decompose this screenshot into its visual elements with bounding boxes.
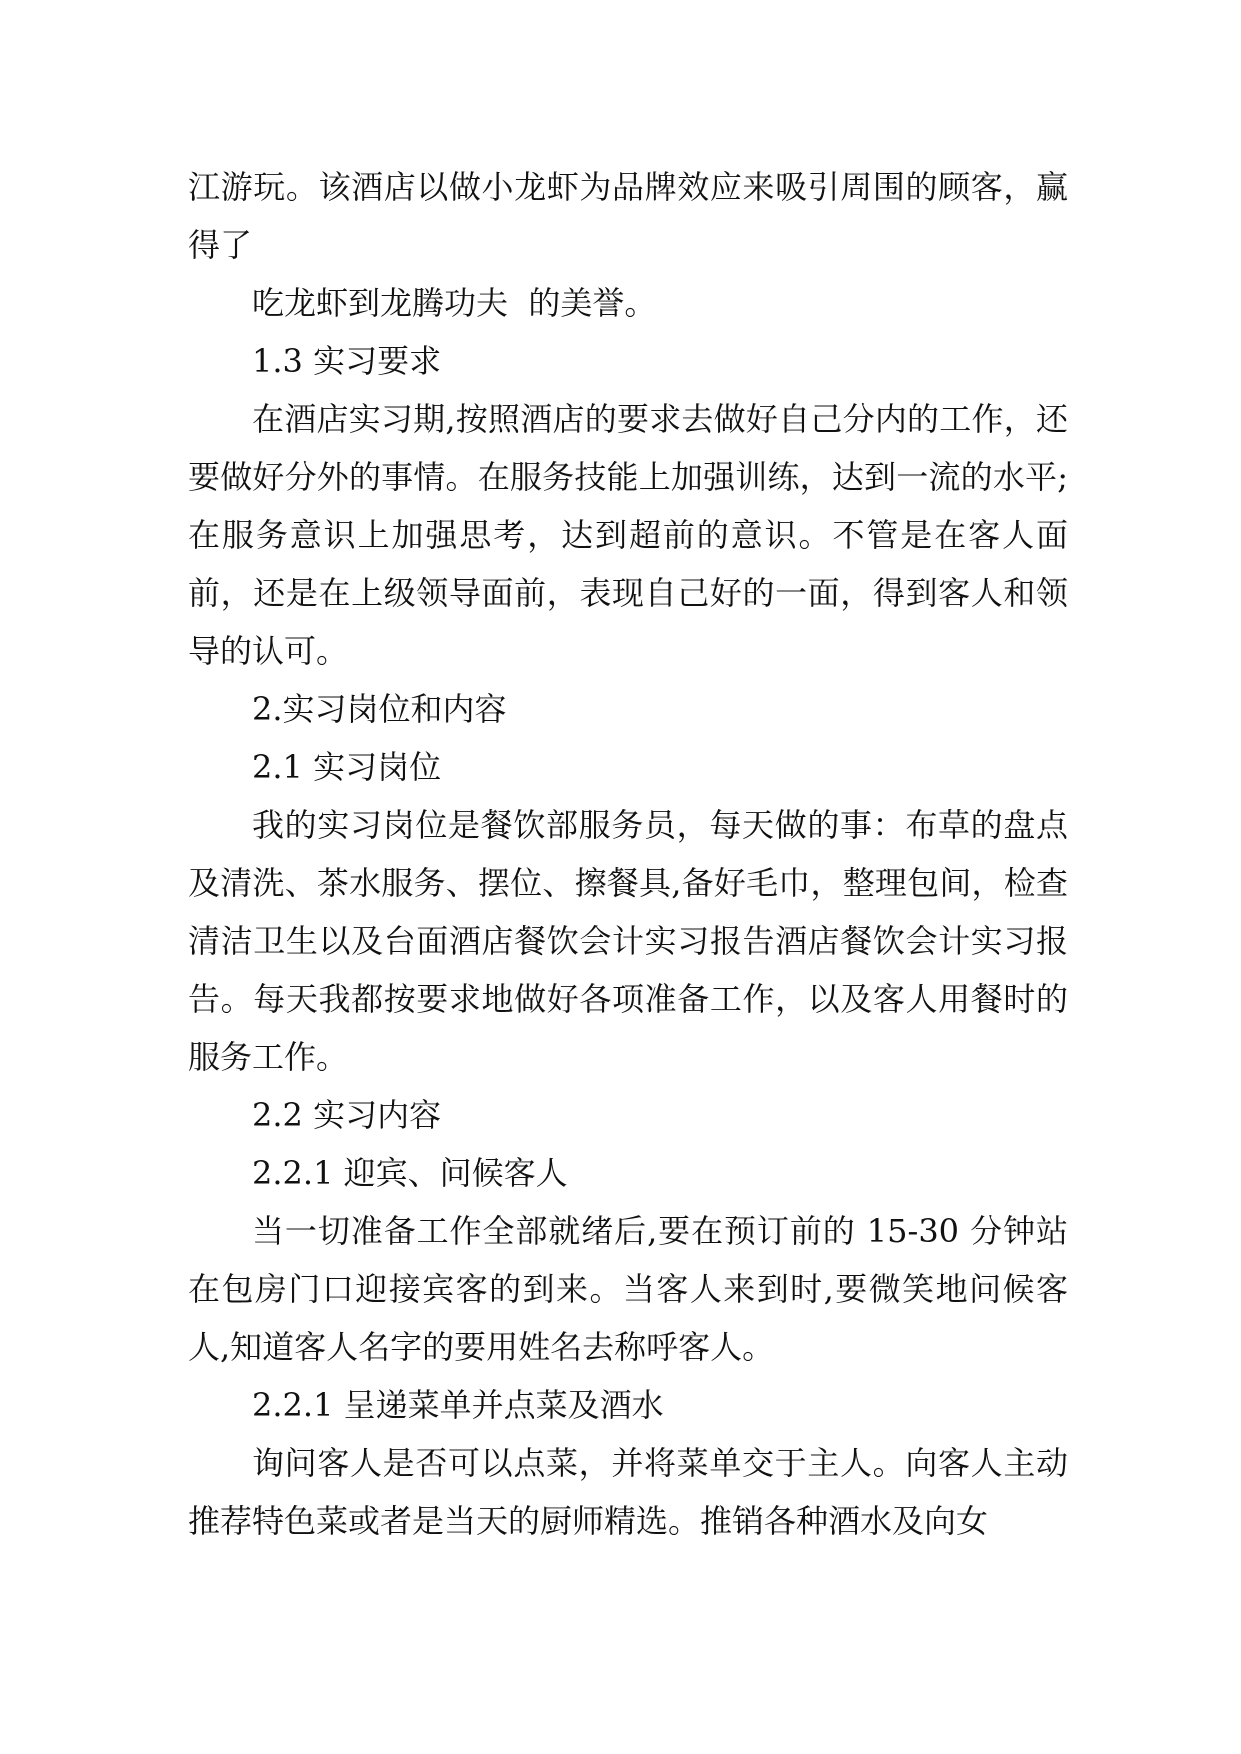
section-heading: 1.3 实习要求 bbox=[252, 342, 442, 380]
body-paragraph: 询问客人是否可以点菜，并将菜单交于主人。向客人主动推荐特色菜或者是当天的厨师精选。推销各种酒水及向女 bbox=[188, 1444, 1068, 1540]
body-paragraph: 在酒店实习期,按照酒店的要求去做好自己分内的工作，还要做好分外的事情。在服务技能上加强训练，达到一流的水平;在服务意识上加强思考，达到超前的意识。不管是在客人面前，还是在上级领导面前，表现自己好的一面，得到客人和领导的认可。 bbox=[188, 400, 1068, 670]
body-paragraph: 吃龙虾到龙腾功夫 的美誉。 bbox=[252, 284, 657, 322]
section-heading: 2.实习岗位和内容 bbox=[252, 690, 507, 728]
body-paragraph: 我的实习岗位是餐饮部服务员，每天做的事：布草的盘点及清洗、茶水服务、摆位、擦餐具,备好毛巾，整理包间，检查清洁卫生以及台面酒店餐饮会计实习报告酒店餐饮会计实习报告。每天我都按要求地做好各项准备工作，以及客人用餐时的服务工作。 bbox=[188, 806, 1068, 1076]
document-page bbox=[188, 158, 1068, 1550]
body-paragraph: 当一切准备工作全部就绪后,要在预订前的 15-30 分钟站在包房门口迎接宾客的到来。当客人来到时,要微笑地问候客人,知道客人名字的要用姓名去称呼客人。 bbox=[188, 1212, 1068, 1366]
section-heading: 2.1 实习岗位 bbox=[252, 748, 442, 786]
section-heading: 2.2.1 呈递菜单并点菜及酒水 bbox=[252, 1386, 664, 1424]
body-paragraph: 江游玩。该酒店以做小龙虾为品牌效应来吸引周围的顾客，赢得了 bbox=[188, 168, 1068, 264]
section-heading: 2.2.1 迎宾、问候客人 bbox=[252, 1154, 568, 1192]
section-heading: 2.2 实习内容 bbox=[252, 1096, 442, 1134]
